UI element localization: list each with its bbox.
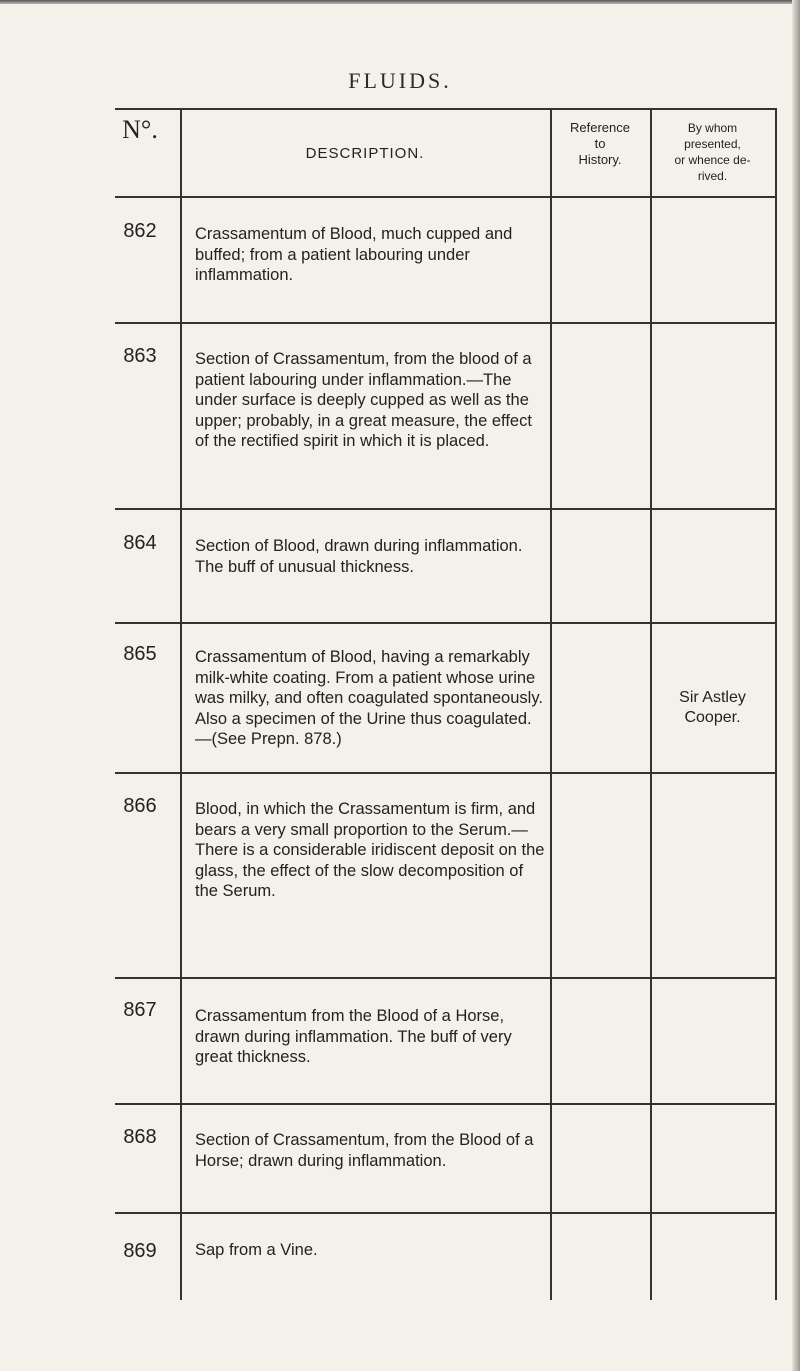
row-number: 868 <box>123 1126 157 1148</box>
row-number: 864 <box>123 532 157 554</box>
column-rule-2 <box>550 108 552 1300</box>
row-by-whom: Sir Astley Cooper. <box>679 689 746 726</box>
row-rule <box>115 322 775 324</box>
row-rule <box>115 977 775 979</box>
row-description: Sap from a Vine. <box>195 1241 318 1259</box>
page-top-edge <box>0 0 800 4</box>
header-description: DESCRIPTION. <box>305 145 425 162</box>
row-description: Crassamentum of Blood, having a remarkably milk-white coating. From a patient whose urine was milky, and often coagulated spontaneously. Also a specimen of the Urine thus coagulated.—(See Prepn. 878.) <box>195 648 543 748</box>
header-number: N°. <box>122 115 158 144</box>
row-description: Section of Blood, drawn during inflammation. The buff of unusual thickness. <box>195 537 523 576</box>
row-rule <box>115 508 775 510</box>
row-description: Section of Crassamentum, from the Blood of a Horse; drawn during inflammation. <box>195 1131 534 1170</box>
row-description: Crassamentum from the Blood of a Horse, drawn during inflammation. The buff of very great thickness. <box>195 1007 512 1066</box>
table-top-rule <box>115 108 775 110</box>
row-number: 863 <box>123 345 157 367</box>
row-number: 867 <box>123 999 157 1021</box>
row-description: Blood, in which the Crassamentum is firm, and bears a very small proportion to the Serum.—There is a considerable iridiscent deposit on the glass, the effect of the slow decomposition of the Serum. <box>195 800 545 900</box>
row-number: 862 <box>123 220 157 242</box>
page-right-edge <box>792 0 800 1371</box>
header-by-whom: By whom presented, or whence de- rived. <box>674 121 751 183</box>
row-description: Section of Crassamentum, from the blood of a patient labouring under inflammation.—The under surface is deeply cupped as well as the upper; probably, in a great measure, the effect of the rectified spirit in which it is placed. <box>195 350 532 450</box>
column-rule-1 <box>180 108 182 1300</box>
row-number: 866 <box>123 795 157 817</box>
row-rule <box>115 622 775 624</box>
row-rule <box>115 772 775 774</box>
row-description: Crassamentum of Blood, much cupped and buffed; from a patient labouring under inflammation. <box>195 225 513 284</box>
row-number: 865 <box>123 643 157 665</box>
header-bottom-rule <box>115 196 775 198</box>
row-rule <box>115 1212 775 1214</box>
page-title: FLUIDS. <box>348 68 452 93</box>
row-number: 869 <box>123 1240 157 1262</box>
column-rule-4 <box>775 108 777 1300</box>
row-rule <box>115 1103 775 1105</box>
header-reference: Reference to History. <box>570 120 630 167</box>
